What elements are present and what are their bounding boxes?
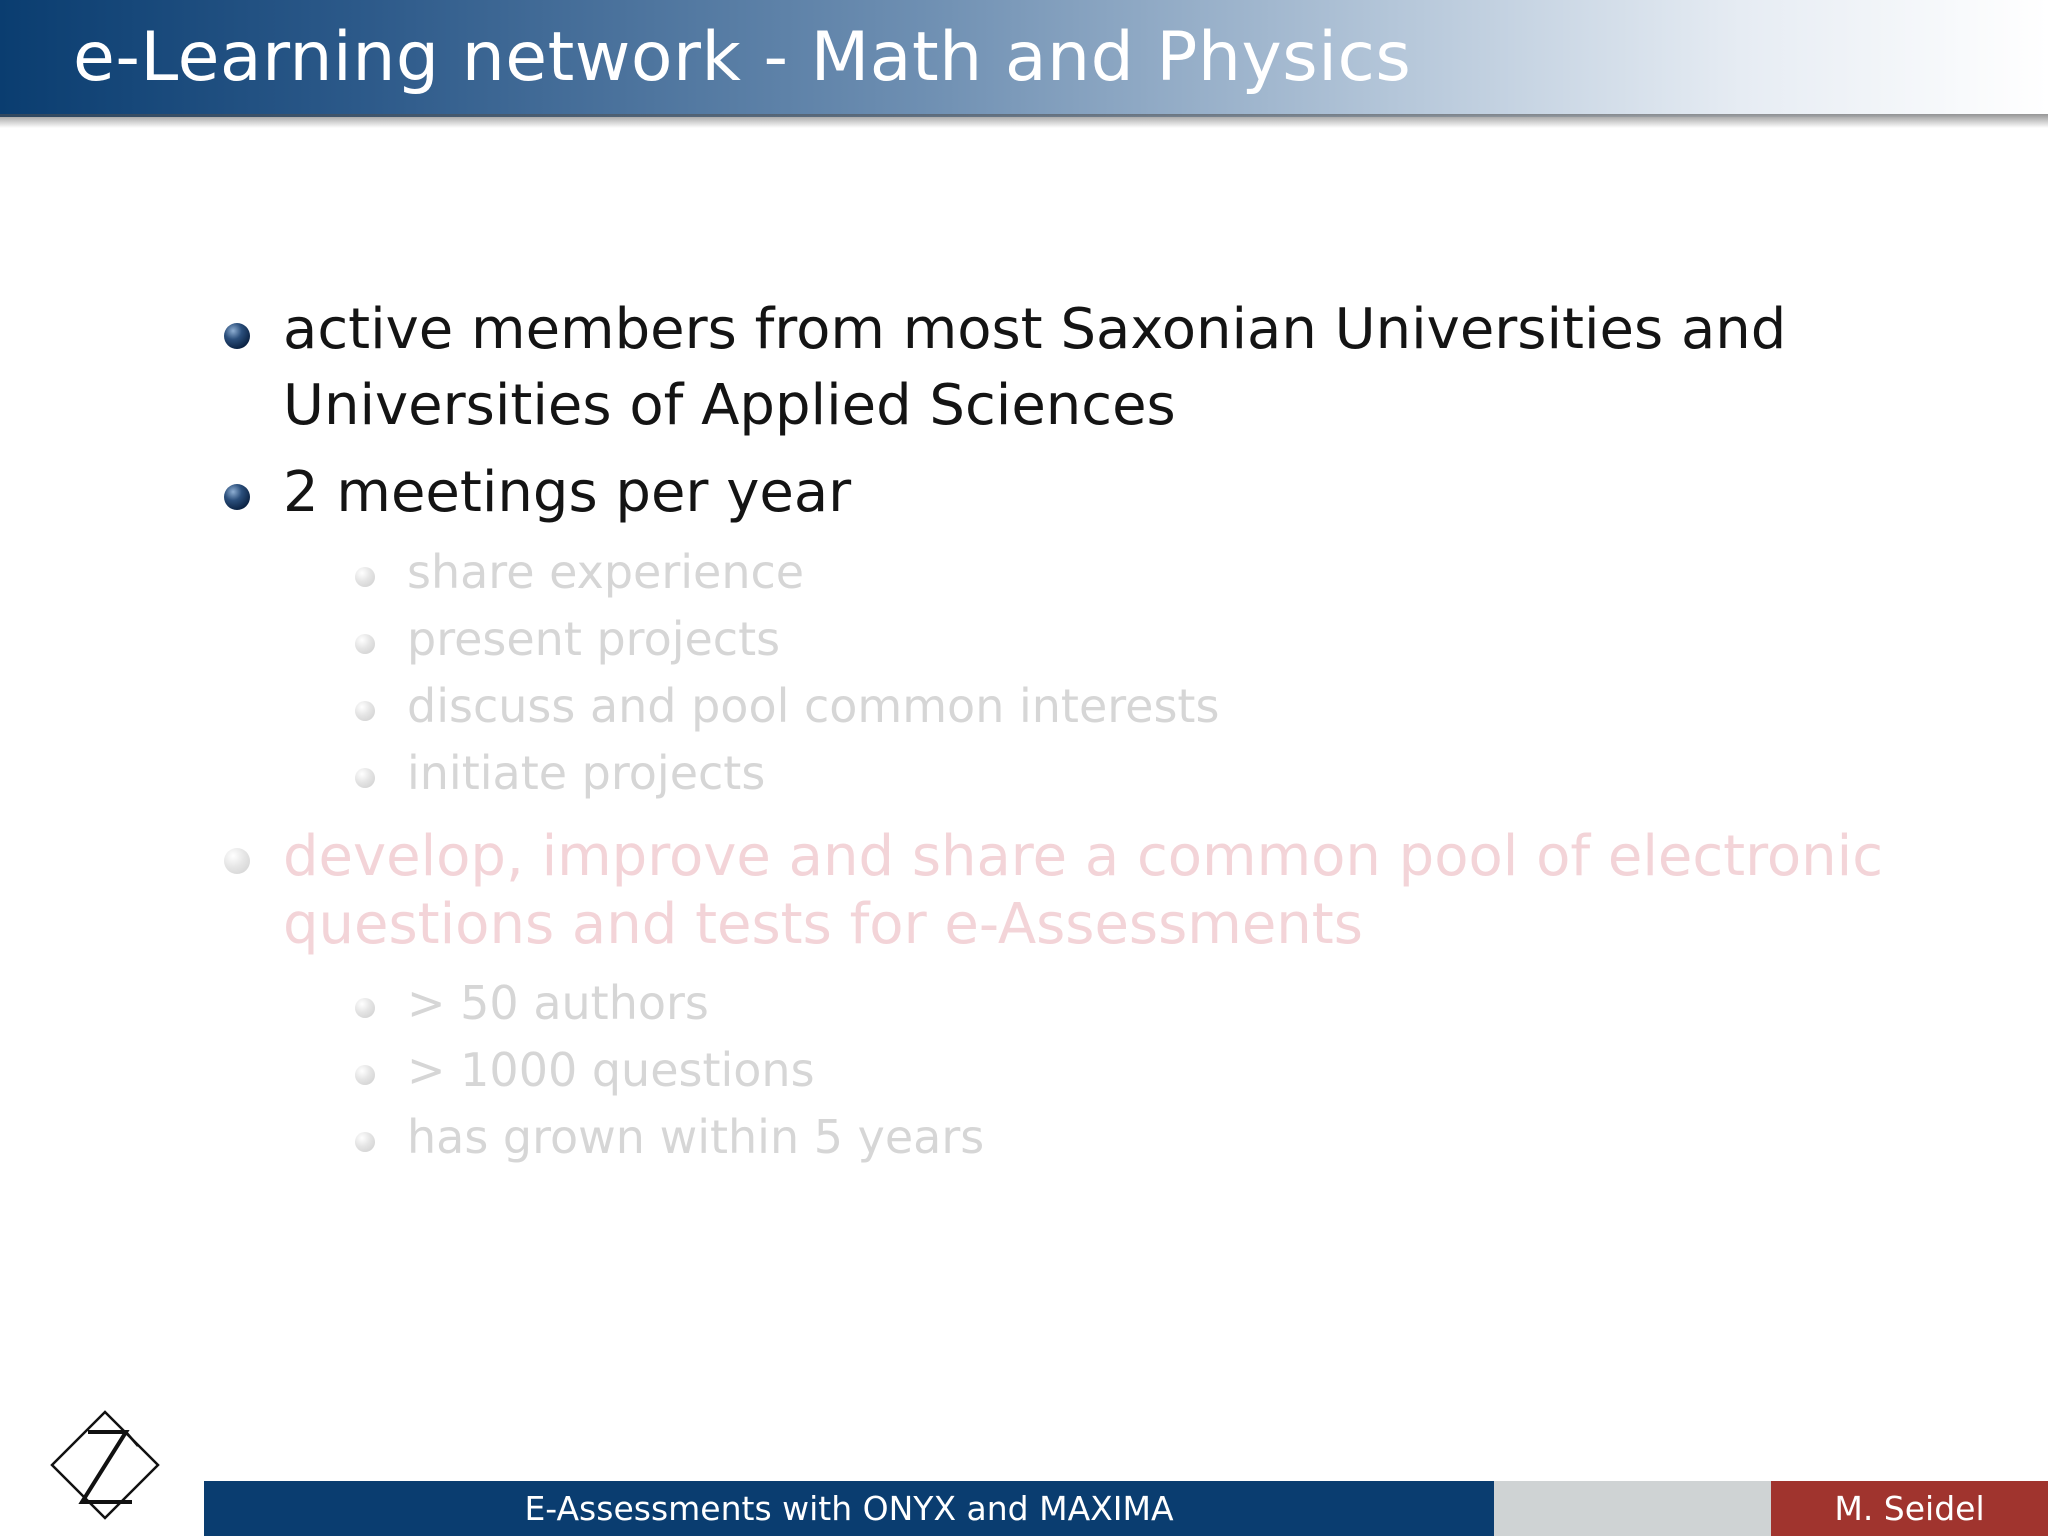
item-3-sub-1: > 50 authors	[407, 976, 709, 1030]
item-2-sub-1: share experience	[407, 545, 805, 599]
subbullet-icon	[355, 1132, 375, 1152]
item-1-line-2: Universities of Applied Sciences	[283, 373, 1176, 438]
bullet-icon	[224, 848, 250, 874]
item-3-line-2: questions and tests for e-Assessments	[283, 892, 1363, 957]
footer-bar	[204, 1481, 2048, 1536]
item-2-sub-4: initiate projects	[407, 746, 766, 800]
item-1-line-1: active members from most Saxonian Universities and	[283, 297, 1787, 362]
diamond-z-logo-icon	[46, 1406, 164, 1524]
item-2-sub-2: present projects	[407, 612, 781, 666]
footer-talk-title: E-Assessments with ONYX and MAXIMA	[204, 1481, 1494, 1536]
item-3-line-1: develop, improve and share a common pool of electronic	[283, 824, 1883, 889]
subbullet-icon	[355, 567, 375, 587]
bullet-icon	[224, 323, 250, 349]
item-2-line-1: 2 meetings per year	[283, 460, 852, 525]
footer-spacer	[1494, 1481, 1771, 1536]
subbullet-icon	[355, 634, 375, 654]
subbullet-icon	[355, 701, 375, 721]
subbullet-icon	[355, 998, 375, 1018]
subbullet-icon	[355, 768, 375, 788]
slide-title: e-Learning network - Math and Physics	[73, 18, 1412, 97]
item-3-sub-3: has grown within 5 years	[407, 1110, 985, 1164]
footer-author: M. Seidel	[1771, 1481, 2048, 1536]
bullet-icon	[224, 484, 250, 510]
item-2-sub-3: discuss and pool common interests	[407, 679, 1220, 733]
item-3-sub-2: > 1000 questions	[407, 1043, 815, 1097]
subbullet-icon	[355, 1065, 375, 1085]
